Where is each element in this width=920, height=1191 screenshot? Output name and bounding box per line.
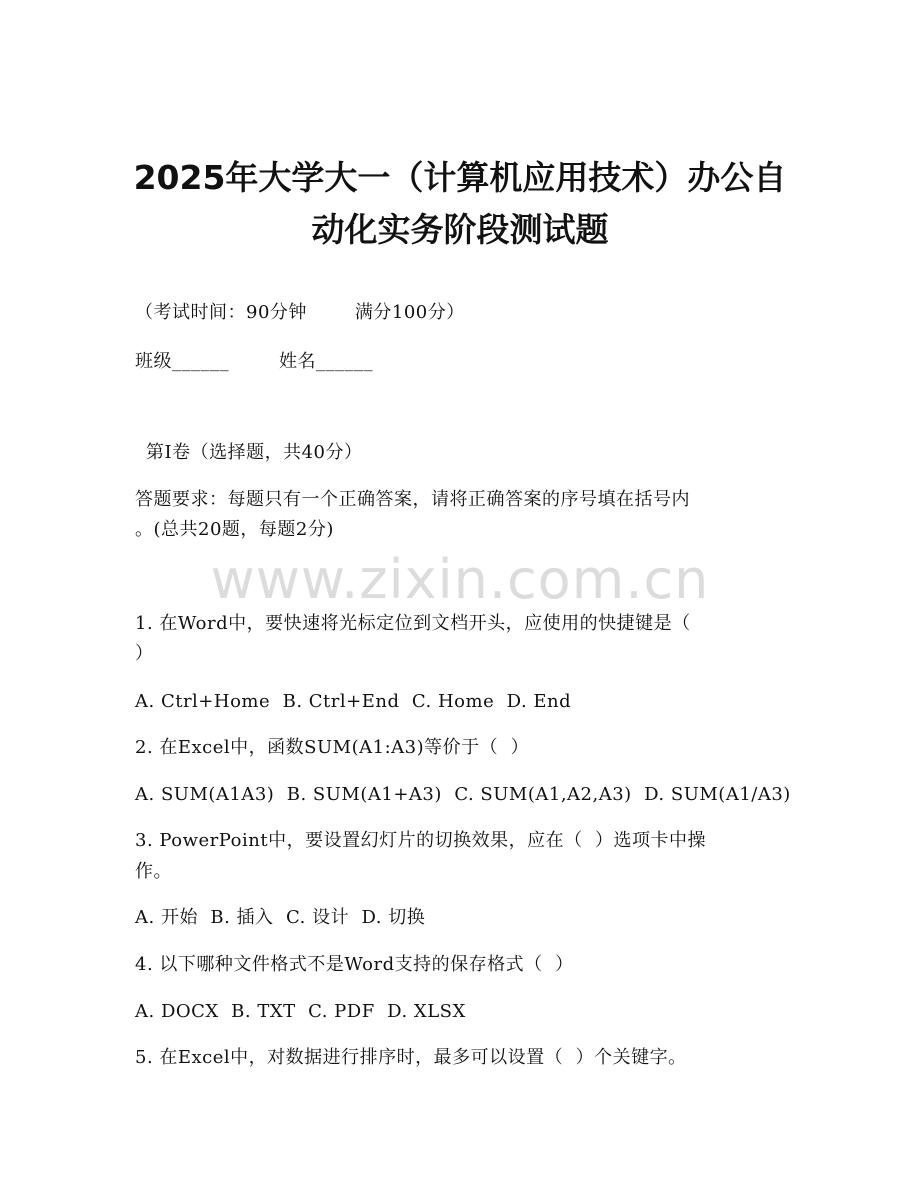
- question-1-options: A. Ctrl+Home B. Ctrl+End C. Home D. End: [135, 691, 572, 712]
- question-3-options: A. 开始 B. 插入 C. 设计 D. 切换: [135, 907, 426, 928]
- question-3-stem-cont: 作。: [135, 861, 172, 882]
- title-line-2: 动化实务阶段测试题: [311, 210, 609, 249]
- question-5-stem: 5. 在Excel中，对数据进行排序时，最多可以设置（ ）个关键字。: [135, 1047, 687, 1068]
- question-1-stem: 1. 在Word中，要快速将光标定位到文档开头，应使用的快捷键是（: [135, 613, 691, 634]
- title-line-1: 2025年大学大一（计算机应用技术）办公自: [133, 158, 787, 197]
- exam-info: [135, 301, 465, 325]
- section-heading: 第I卷（选择题，共40分）: [146, 442, 363, 463]
- student-info: [135, 350, 373, 374]
- instructions-line-1: 答题要求：每题只有一个正确答案，请将正确答案的序号填在括号内: [135, 489, 690, 510]
- question-4-stem: 4. 以下哪种文件格式不是Word支持的保存格式（ ）: [135, 954, 574, 975]
- exam-time: （考试时间：90分钟: [135, 302, 307, 323]
- document-title: [0, 152, 920, 256]
- watermark: www.zixin.com.cn: [210, 548, 710, 611]
- question-2-options: A. SUM(A1A3) B. SUM(A1+A3) C. SUM(A1,A2,A3) D. SUM(A1/A3): [135, 784, 791, 805]
- class-field: 班级______: [135, 351, 229, 372]
- question-4-options: A. DOCX B. TXT C. PDF D. XLSX: [135, 1001, 466, 1022]
- name-field: 姓名______: [279, 351, 373, 372]
- question-3-stem: 3. PowerPoint中，要设置幻灯片的切换效果，应在（ ）选项卡中操: [135, 830, 707, 851]
- instructions-line-2: 。(总共20题，每题2分): [135, 519, 334, 540]
- question-1-stem-cont: ）: [135, 643, 154, 664]
- question-2-stem: 2. 在Excel中，函数SUM(A1:A3)等价于（ ）: [135, 737, 530, 758]
- exam-full-score: 满分100分）: [354, 302, 465, 323]
